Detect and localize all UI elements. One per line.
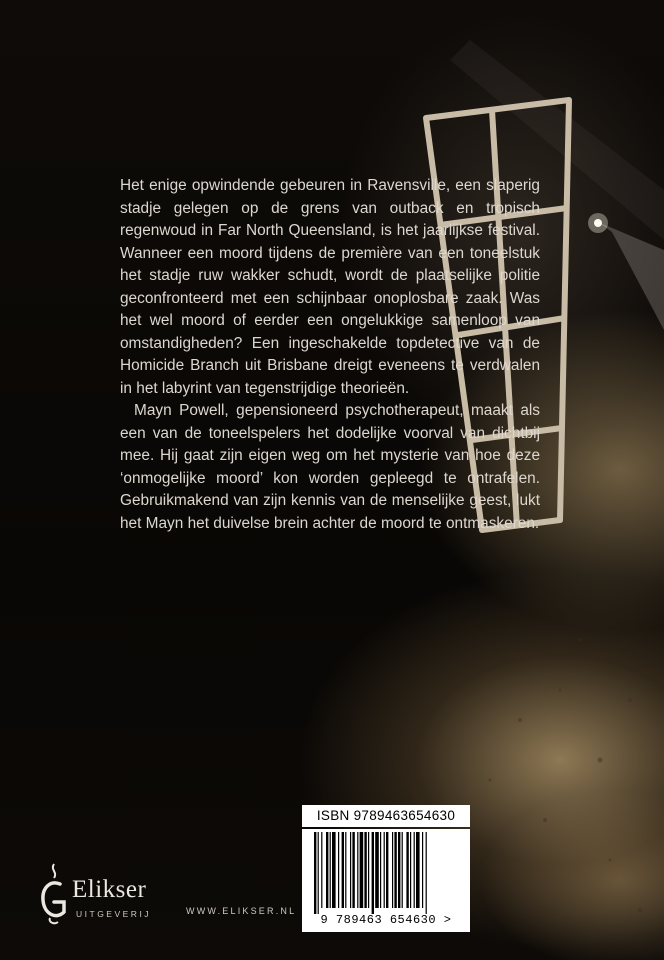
publisher-website: WWW.ELIKSER.NL (186, 906, 297, 916)
barcode-bar (338, 832, 339, 908)
blurb-paragraph-1: Het enige opwindende gebeuren in Ravensville, een slaperig stadje gelegen op de grens van outback en tropisch regenwoud in Far North Queensland, is het jaarlijkse festival. Wanneer een moord tijdens de première van een toneelstuk het stadje ruw wakker schudt, wordt de plaatselijke politie geconfronteerd met een schijnbaar onoplosbare zaak. Was het wel moord of eerder een ongelukkige samenloop van omstandigheden? Een ingeschakelde topdetective van de Homicide Branch uit Brisbane dreigt eveneens te verdwalen in het labyrint van tegenstrijdige theorieën. (120, 177, 540, 397)
barcode-digits: 9 789463 654630 > (320, 913, 452, 927)
barcode-icon (310, 832, 464, 914)
barcode-bar (318, 832, 319, 914)
barcode-bar (345, 832, 346, 908)
blurb-paragraph-2: Mayn Powell, gepensioneerd psychotherapeut, maakt als een van de toneelspelers het dodelijke voorval van dichtbij mee. Hij gaat zijn eigen weg om het mysterie van hoe deze ‘onmogelijke moord’ kon worden gepleegd te ontrafelen. Gebruikmakend van zijn kennis van de menselijke geest, lukt het Mayn het duivelse brein achter de moord te ontmaskeren. (120, 402, 540, 532)
barcode-bar (422, 832, 423, 908)
barcode-bar (332, 832, 336, 908)
barcode-bar (398, 832, 400, 908)
barcode-bar (368, 832, 369, 908)
barcode-bar (386, 832, 388, 908)
publisher-subtitle: UITGEVERIJ (76, 909, 152, 919)
barcode-bar (364, 832, 366, 908)
publisher-logo (38, 862, 178, 932)
barcode-bar (372, 832, 374, 914)
barcode-bar (326, 832, 328, 908)
barcode-bar (375, 832, 379, 908)
barcode-bar (394, 832, 396, 908)
barcode-bar (314, 832, 316, 914)
barcode-bar (384, 832, 385, 908)
spotlight-beam-right (598, 222, 664, 330)
barcode-bar (410, 832, 411, 908)
elikser-logo-icon (38, 862, 72, 926)
barcode-bar (406, 832, 408, 908)
publisher-name: Elikser (72, 876, 147, 903)
barcode-bar (352, 832, 354, 908)
barcode-bar (330, 832, 331, 908)
barcode-bar (392, 832, 393, 908)
barcode-bar (357, 832, 358, 908)
barcode-bar (350, 832, 351, 908)
isbn-barcode (302, 829, 470, 932)
barcode-bar (380, 832, 381, 908)
barcode-bar (402, 832, 403, 908)
barcode-bar (426, 832, 427, 914)
cover-blurb (120, 175, 540, 535)
barcode-bar (342, 832, 344, 908)
isbn-label: ISBN 9789463654630 (302, 805, 470, 827)
barcode-bar (321, 832, 322, 908)
barcode-bar (360, 832, 364, 908)
barcode-bar (416, 832, 420, 908)
barcode-bar (414, 832, 415, 908)
floor-texture (489, 639, 643, 913)
